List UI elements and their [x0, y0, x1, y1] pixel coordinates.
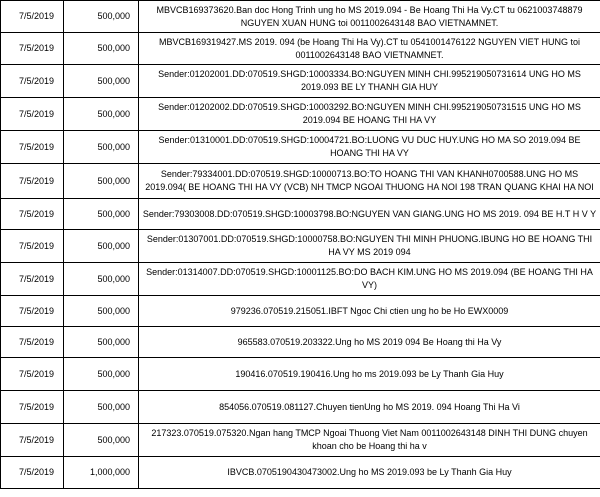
date-cell: 7/5/2019 [1, 296, 64, 327]
date-cell: 7/5/2019 [1, 358, 64, 391]
table-row [1, 199, 600, 230]
amount-cell: 500,000 [64, 65, 139, 98]
date-cell: 7/5/2019 [1, 98, 64, 131]
description-cell: 965583.070519.203322.Ung ho MS 2019 094 Be Hoang thi Ha Vy [139, 327, 600, 358]
description-cell: MBVCB169373620.Ban doc Hong Trinh ung ho MS 2019.094 - Be Hoang Thi Ha Vy.CT tu 0621003748879 NGUYEN XUAN HUNG toi 0011002643148 BAO VIETNAMNET. [139, 1, 600, 33]
description-cell: Sender:79334001.DD:070519.SHGD:10000713.BO:TO HOANG THI VAN KHANH0700588.UNG HO MS 2019.094( BE HOANG THI HA VY (VCB) NH TMCP NGOAI THUONG HA NOI 198 TRAN QUANG KHAI HA NOI [139, 164, 600, 199]
amount-cell: 500,000 [64, 391, 139, 424]
amount-cell: 500,000 [64, 230, 139, 263]
amount-cell: 500,000 [64, 424, 139, 457]
table-row [1, 391, 600, 424]
date-cell: 7/5/2019 [1, 327, 64, 358]
description-cell: 979236.070519.215051.IBFT Ngoc Chi ctien ung ho be Ho EWX0009 [139, 296, 600, 327]
date-cell: 7/5/2019 [1, 424, 64, 457]
table-row [1, 98, 600, 131]
table-row [1, 358, 600, 391]
description-cell: Sender:01202002.DD:070519.SHGD:10003292.BO:NGUYEN MINH CHI.995219050731515 UNG HO MS 2019.094 BE HOANG THI HA VY [139, 98, 600, 131]
date-cell: 7/5/2019 [1, 230, 64, 263]
date-cell: 7/5/2019 [1, 33, 64, 65]
table-row [1, 230, 600, 263]
amount-cell: 500,000 [64, 98, 139, 131]
amount-cell: 500,000 [64, 296, 139, 327]
table-row [1, 424, 600, 457]
description-cell: 190416.070519.190416.Ung ho ms 2019.093 be Ly Thanh Gia Huy [139, 358, 600, 391]
date-cell: 7/5/2019 [1, 391, 64, 424]
date-cell: 7/5/2019 [1, 263, 64, 296]
table-body [1, 1, 600, 489]
amount-cell: 500,000 [64, 263, 139, 296]
amount-cell: 500,000 [64, 131, 139, 164]
amount-cell: 500,000 [64, 33, 139, 65]
amount-cell: 500,000 [64, 164, 139, 199]
table-row [1, 131, 600, 164]
amount-cell: 1,000,000 [64, 457, 139, 489]
date-cell: 7/5/2019 [1, 131, 64, 164]
date-cell: 7/5/2019 [1, 65, 64, 98]
description-cell: Sender:01314007.DD:070519.SHGD:10001125.BO:DO BACH KIM.UNG HO MS 2019.094 (BE HOANG THI HA VY) [139, 263, 600, 296]
table-row [1, 327, 600, 358]
table-row [1, 263, 600, 296]
description-cell: MBVCB169319427.MS 2019. 094 (be Hoang Thi Ha Vy).CT tu 0541001476122 NGUYEN VIET HUNG toi 0011002643148 BAO VIETNAMNET. [139, 33, 600, 65]
date-cell: 7/5/2019 [1, 164, 64, 199]
amount-cell: 500,000 [64, 327, 139, 358]
amount-cell: 500,000 [64, 1, 139, 33]
date-cell: 7/5/2019 [1, 1, 64, 33]
table-row [1, 1, 600, 33]
description-cell: Sender:01310001.DD:070519.SHGD:10004721.BO:LUONG VU DUC HUY.UNG HO MA SO 2019.094 BE HOANG THI HA VY [139, 131, 600, 164]
description-cell: 854056.070519.081127.Chuyen tienUng ho MS 2019. 094 Hoang Thi Ha Vi [139, 391, 600, 424]
date-cell: 7/5/2019 [1, 457, 64, 489]
description-cell: Sender:01202001.DD:070519.SHGD:10003334.BO:NGUYEN MINH CHI.995219050731614 UNG HO MS 2019.093 BE LY THANH GIA HUY [139, 65, 600, 98]
table-row [1, 33, 600, 65]
description-cell: 217323.070519.075320.Ngan hang TMCP Ngoai Thuong Viet Nam 0011002643148 DINH THI DUNG chuyen khoan cho be Hoang thi ha v [139, 424, 600, 457]
table-row [1, 296, 600, 327]
table-row [1, 457, 600, 489]
description-cell: Sender:79303008.DD:070519.SHGD:10003798.BO:NGUYEN VAN GIANG.UNG HO MS 2019. 094 BE H.T H V Y [139, 199, 600, 230]
amount-cell: 500,000 [64, 199, 139, 230]
date-cell: 7/5/2019 [1, 199, 64, 230]
description-cell: Sender:01307001.DD:070519.SHGD:10000758.BO:NGUYEN THI MINH PHUONG.IBUNG HO BE HOANG THI HA VY MS 2019 094 [139, 230, 600, 263]
amount-cell: 500,000 [64, 358, 139, 391]
table-row [1, 65, 600, 98]
description-cell: IBVCB.0705190430473002.Ung ho MS 2019.093 be Ly Thanh Gia Huy [139, 457, 600, 489]
table-row [1, 164, 600, 199]
